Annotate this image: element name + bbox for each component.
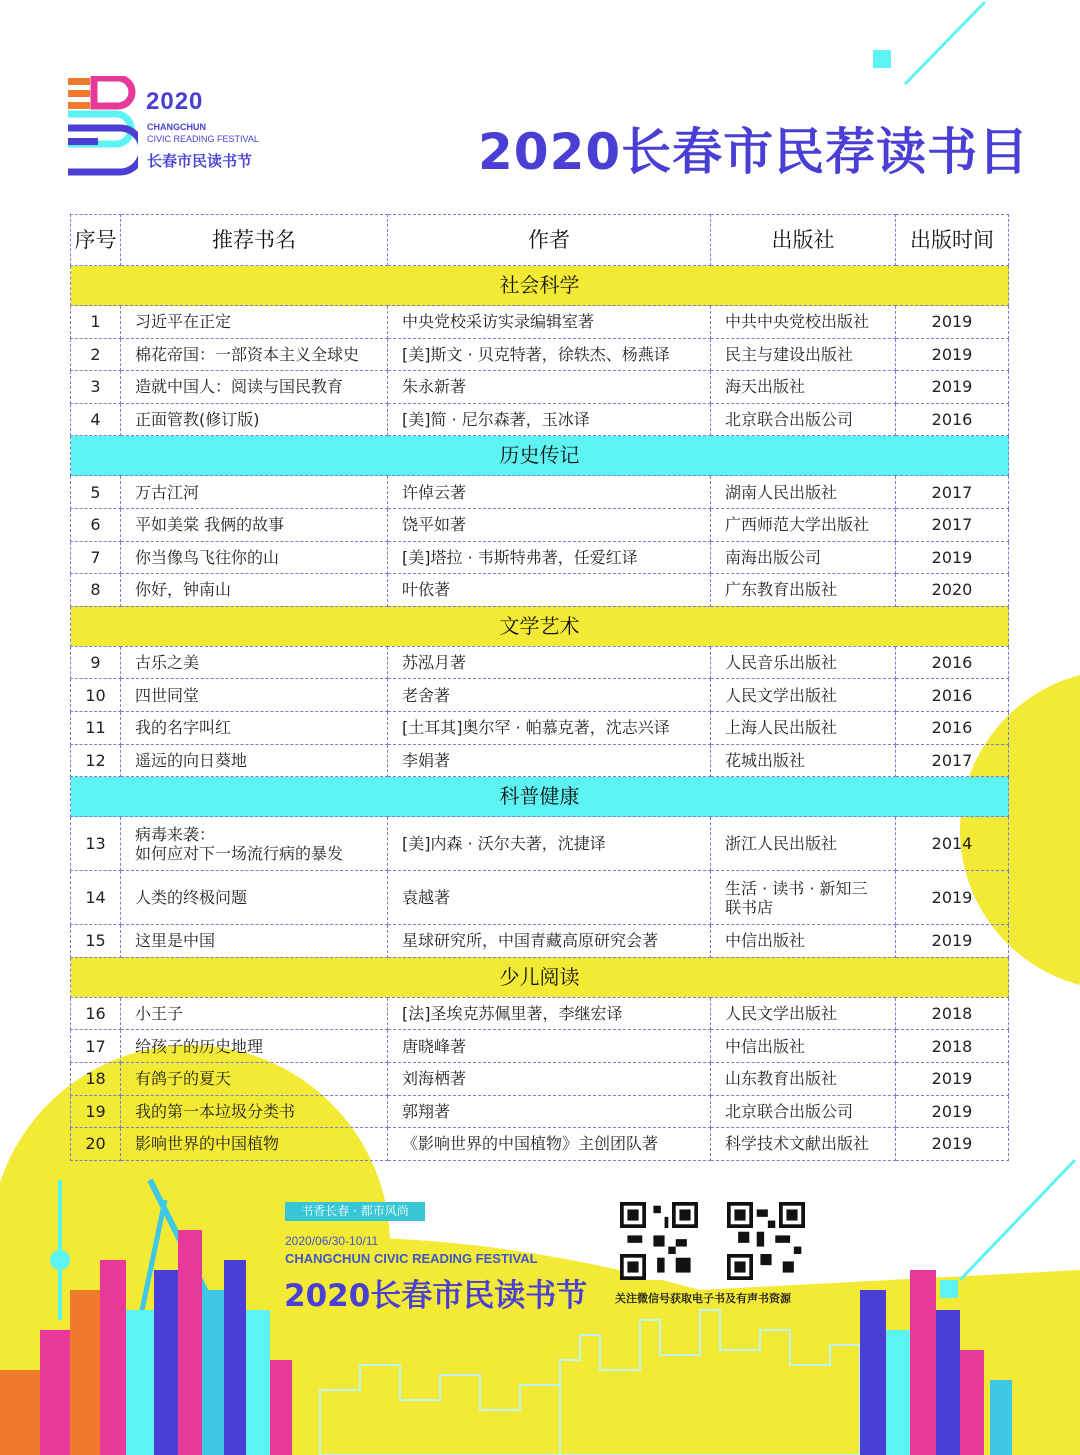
book-year xyxy=(896,744,1009,777)
book-number-text: 3 xyxy=(90,377,101,397)
book-title-text: 有鸽子的夏天 xyxy=(135,1069,232,1089)
qr-code-icon[interactable] xyxy=(727,1202,805,1280)
table-row xyxy=(71,574,1009,607)
book-number xyxy=(71,711,121,744)
book-number xyxy=(71,925,121,958)
book-title-text: 棉花帝国：一部资本主义全球史 xyxy=(135,344,360,364)
book-list-table xyxy=(70,214,1009,1161)
book-author xyxy=(388,476,711,509)
book-title-text: 正面管教(修订版) xyxy=(135,410,260,430)
book-title xyxy=(121,476,388,509)
book-publisher xyxy=(711,476,896,509)
book-title xyxy=(121,306,388,339)
book-title-text: 平如美棠 我俩的故事 xyxy=(135,515,285,535)
book-title-text: 我的第一本垃圾分类书 xyxy=(135,1101,296,1121)
header-title: 推荐书名 xyxy=(121,215,388,266)
book-title xyxy=(121,871,388,925)
book-author-text: [美]内森 · 沃尔夫著，沈捷译 xyxy=(402,834,606,854)
logo-english-line1: CHANGCHUN xyxy=(147,122,206,132)
book-year-text: 2019 xyxy=(931,1101,973,1121)
book-author xyxy=(388,508,711,541)
book-year xyxy=(896,1030,1009,1063)
qr-code-icon[interactable] xyxy=(620,1202,698,1280)
book-publisher xyxy=(711,1030,896,1063)
book-author xyxy=(388,541,711,574)
book-publisher xyxy=(711,997,896,1030)
book-publisher-text: 广东教育出版社 xyxy=(725,580,838,600)
book-title xyxy=(121,541,388,574)
book-year-text: 2016 xyxy=(931,653,973,673)
book-number-text: 5 xyxy=(90,482,101,502)
book-author-text: 袁越著 xyxy=(402,888,451,908)
book-number xyxy=(71,508,121,541)
table-row xyxy=(71,403,1009,436)
book-number-text: 8 xyxy=(90,580,101,600)
table-row xyxy=(71,817,1009,871)
book-title-text: 你当像鸟飞往你的山 xyxy=(135,547,280,567)
header-author: 作者 xyxy=(388,215,711,266)
logo-year: 2020 xyxy=(146,88,204,115)
book-year xyxy=(896,1128,1009,1161)
book-year xyxy=(896,306,1009,339)
section-header-row xyxy=(71,266,1009,306)
book-author-text: 《影响世界的中国植物》主创团队著 xyxy=(402,1134,659,1154)
book-title-text: 影响世界的中国植物 xyxy=(135,1134,280,1154)
table-row xyxy=(71,646,1009,679)
book-title xyxy=(121,1030,388,1063)
book-title xyxy=(121,338,388,371)
book-author xyxy=(388,1062,711,1095)
book-number-text: 2 xyxy=(90,344,101,364)
book-author xyxy=(388,871,711,925)
book-publisher-text: 花城出版社 xyxy=(725,750,806,770)
book-author xyxy=(388,817,711,871)
festival-logo-icon xyxy=(68,76,138,176)
book-author-text: 许倬云著 xyxy=(402,482,467,502)
book-author-text: 李娟著 xyxy=(402,750,451,770)
book-year xyxy=(896,476,1009,509)
book-publisher-text: 科学技术文献出版社 xyxy=(725,1134,870,1154)
book-title xyxy=(121,1095,388,1128)
book-publisher-text: 上海人民出版社 xyxy=(725,718,838,738)
book-number xyxy=(71,744,121,777)
book-year xyxy=(896,338,1009,371)
qr-code-caption: 关注微信号获取电子书及有声书资源 xyxy=(615,1292,791,1305)
book-author-text: 刘海栖著 xyxy=(402,1069,467,1089)
book-year xyxy=(896,925,1009,958)
book-author-text: 老舍著 xyxy=(402,685,451,705)
book-author-text: 郭翔著 xyxy=(402,1101,451,1121)
section-header-row xyxy=(71,957,1009,997)
section-title: 文学艺术 xyxy=(71,606,1009,646)
book-title xyxy=(121,1128,388,1161)
table-row xyxy=(71,476,1009,509)
book-year-text: 2019 xyxy=(931,547,973,567)
page-title: 2020长春市民荐读书目 xyxy=(478,123,1030,181)
book-title-text: 人类的终极问题 xyxy=(135,888,248,908)
book-author-text: [法]圣埃克苏佩里著，李继宏译 xyxy=(402,1004,623,1024)
footer-english-name: CHANGCHUN CIVIC READING FESTIVAL xyxy=(285,1251,538,1266)
book-author xyxy=(388,997,711,1030)
table-row xyxy=(71,997,1009,1030)
book-number xyxy=(71,1128,121,1161)
book-title-text: 我的名字叫红 xyxy=(135,718,232,738)
book-author xyxy=(388,338,711,371)
book-author xyxy=(388,1030,711,1063)
table-row xyxy=(71,306,1009,339)
book-author-text: 星球研究所，中国青藏高原研究会著 xyxy=(402,931,659,951)
table-row xyxy=(71,744,1009,777)
book-title xyxy=(121,508,388,541)
book-number-text: 17 xyxy=(85,1036,106,1056)
book-publisher-text: 人民文学出版社 xyxy=(725,1004,838,1024)
book-number xyxy=(71,541,121,574)
header-year: 出版时间 xyxy=(896,215,1009,266)
book-number-text: 1 xyxy=(90,312,101,332)
book-number xyxy=(71,1095,121,1128)
book-year-text: 2016 xyxy=(931,410,973,430)
table-row xyxy=(71,1095,1009,1128)
book-number-text: 20 xyxy=(85,1134,106,1154)
table-header-row xyxy=(71,215,1009,266)
table-row xyxy=(71,508,1009,541)
book-title xyxy=(121,679,388,712)
book-title xyxy=(121,371,388,404)
book-title-text: 万古江河 xyxy=(135,482,200,502)
book-title xyxy=(121,997,388,1030)
book-year-text: 2019 xyxy=(931,1069,973,1089)
book-year-text: 2019 xyxy=(931,888,973,908)
book-author xyxy=(388,306,711,339)
book-author-text: 中央党校采访实录编辑室著 xyxy=(402,312,595,332)
book-number-text: 15 xyxy=(85,931,106,951)
section-header-row xyxy=(71,436,1009,476)
section-header-row xyxy=(71,606,1009,646)
book-number xyxy=(71,997,121,1030)
book-year xyxy=(896,711,1009,744)
book-title-text: 遥远的向日葵地 xyxy=(135,750,248,770)
book-publisher-text: 人民音乐出版社 xyxy=(725,653,838,673)
book-number-text: 4 xyxy=(90,410,101,430)
book-author-text: [美]塔拉 · 韦斯特弗著，任爱红译 xyxy=(402,547,638,567)
table-row xyxy=(71,371,1009,404)
book-year-text: 2014 xyxy=(931,834,973,854)
book-year-text: 2017 xyxy=(931,515,973,535)
book-publisher-text: 湖南人民出版社 xyxy=(725,482,838,502)
book-publisher-text: 生活 · 读书 · 新知三 xyxy=(725,878,868,898)
table-row xyxy=(71,1062,1009,1095)
table-row xyxy=(71,1030,1009,1063)
book-author xyxy=(388,1095,711,1128)
book-year xyxy=(896,997,1009,1030)
book-title xyxy=(121,646,388,679)
book-title xyxy=(121,744,388,777)
book-publisher-text: 中信出版社 xyxy=(725,1036,806,1056)
book-year-text: 2018 xyxy=(931,1036,973,1056)
book-publisher xyxy=(711,338,896,371)
logo-chinese-name: 长春市民读书节 xyxy=(147,152,253,170)
book-year xyxy=(896,541,1009,574)
book-author xyxy=(388,744,711,777)
book-publisher xyxy=(711,541,896,574)
book-number xyxy=(71,871,121,925)
book-title-text: 造就中国人：阅读与国民教育 xyxy=(135,377,344,397)
book-publisher-text: 广西师范大学出版社 xyxy=(725,515,870,535)
table-row xyxy=(71,541,1009,574)
book-number-text: 7 xyxy=(90,547,101,567)
book-publisher xyxy=(711,925,896,958)
book-publisher xyxy=(711,1095,896,1128)
book-title xyxy=(121,403,388,436)
book-year-text: 2017 xyxy=(931,750,973,770)
book-year-text: 2019 xyxy=(931,344,973,364)
book-year xyxy=(896,403,1009,436)
book-publisher-text: 北京联合出版公司 xyxy=(725,1101,854,1121)
book-number-text: 12 xyxy=(85,750,106,770)
footer-festival-title: 2020长春市民读书节 xyxy=(284,1278,588,1314)
book-publisher-text: 人民文学出版社 xyxy=(725,685,838,705)
section-title: 社会科学 xyxy=(71,266,1009,306)
book-title xyxy=(121,1062,388,1095)
book-author-text: 朱永新著 xyxy=(402,377,467,397)
book-number-text: 16 xyxy=(85,1004,106,1024)
book-author xyxy=(388,711,711,744)
book-number xyxy=(71,817,121,871)
book-year-text: 2020 xyxy=(931,580,973,600)
book-number-text: 6 xyxy=(90,515,101,535)
book-year xyxy=(896,574,1009,607)
book-number-text: 13 xyxy=(85,834,106,854)
book-number-text: 11 xyxy=(85,718,106,738)
book-publisher xyxy=(711,1062,896,1095)
book-title xyxy=(121,711,388,744)
book-publisher-text: 海天出版社 xyxy=(725,377,806,397)
table-row xyxy=(71,925,1009,958)
book-author-text: 苏泓月著 xyxy=(402,653,467,673)
book-year xyxy=(896,646,1009,679)
book-publisher xyxy=(711,871,896,925)
book-year-text: 2017 xyxy=(931,482,973,502)
book-publisher xyxy=(711,744,896,777)
book-number-text: 18 xyxy=(85,1069,106,1089)
book-year-text: 2019 xyxy=(931,931,973,951)
book-publisher xyxy=(711,711,896,744)
book-author xyxy=(388,574,711,607)
book-year-text: 2019 xyxy=(931,377,973,397)
section-title: 历史传记 xyxy=(71,436,1009,476)
book-publisher-text: 中信出版社 xyxy=(725,931,806,951)
book-publisher xyxy=(711,679,896,712)
book-number-text: 10 xyxy=(85,685,106,705)
book-publisher xyxy=(711,508,896,541)
book-year xyxy=(896,1095,1009,1128)
book-publisher-text: 北京联合出版公司 xyxy=(725,410,854,430)
book-author-text: 叶依著 xyxy=(402,580,451,600)
book-author-text: 饶平如著 xyxy=(402,515,467,535)
section-header-row xyxy=(71,777,1009,817)
book-number-text: 14 xyxy=(85,888,106,908)
book-number xyxy=(71,1030,121,1063)
section-title: 少儿阅读 xyxy=(71,957,1009,997)
book-number xyxy=(71,403,121,436)
book-author xyxy=(388,403,711,436)
book-year-text: 2016 xyxy=(931,718,973,738)
book-title-text: 如何应对下一场流行病的暴发 xyxy=(135,843,344,863)
book-author-text: 唐晓峰著 xyxy=(402,1036,467,1056)
table-row xyxy=(71,679,1009,712)
footer-slogan: 书香长春 · 都市风尚 xyxy=(285,1202,425,1221)
book-title-text: 给孩子的历史地理 xyxy=(135,1036,264,1056)
book-author-text: [美]斯文 · 贝克特著，徐轶杰、杨燕译 xyxy=(402,344,670,364)
book-title-text: 你好，钟南山 xyxy=(135,580,232,600)
table-row xyxy=(71,711,1009,744)
book-publisher-text: 中共中央党校出版社 xyxy=(725,312,870,332)
book-publisher-text: 山东教育出版社 xyxy=(725,1069,838,1089)
book-number xyxy=(71,646,121,679)
book-number xyxy=(71,574,121,607)
book-author xyxy=(388,679,711,712)
book-title-text: 习近平在正定 xyxy=(135,312,232,332)
book-year xyxy=(896,371,1009,404)
book-number xyxy=(71,371,121,404)
book-year-text: 2019 xyxy=(931,1134,973,1154)
book-author xyxy=(388,1128,711,1161)
book-title-text: 小王子 xyxy=(135,1004,184,1024)
book-title xyxy=(121,817,388,871)
book-publisher xyxy=(711,371,896,404)
table-row xyxy=(71,871,1009,925)
table-row xyxy=(71,1128,1009,1161)
book-year-text: 2019 xyxy=(931,312,973,332)
book-author xyxy=(388,925,711,958)
book-publisher xyxy=(711,1128,896,1161)
book-publisher xyxy=(711,646,896,679)
book-publisher xyxy=(711,817,896,871)
book-year xyxy=(896,679,1009,712)
book-number xyxy=(71,1062,121,1095)
book-publisher-text: 民主与建设出版社 xyxy=(725,344,854,364)
book-author xyxy=(388,646,711,679)
book-year xyxy=(896,817,1009,871)
book-number xyxy=(71,306,121,339)
section-title: 科普健康 xyxy=(71,777,1009,817)
book-title xyxy=(121,925,388,958)
book-number xyxy=(71,338,121,371)
book-publisher xyxy=(711,306,896,339)
header-publisher: 出版社 xyxy=(711,215,896,266)
book-title-text: 病毒来袭： xyxy=(135,824,216,844)
book-publisher-text: 南海出版公司 xyxy=(725,547,822,567)
book-publisher xyxy=(711,403,896,436)
book-title-text: 这里是中国 xyxy=(135,931,216,951)
book-number-text: 19 xyxy=(85,1101,106,1121)
table-row xyxy=(71,338,1009,371)
book-number-text: 9 xyxy=(90,653,101,673)
book-number xyxy=(71,476,121,509)
book-author-text: [土耳其]奥尔罕 · 帕慕克著，沈志兴译 xyxy=(402,718,670,738)
book-year-text: 2016 xyxy=(931,685,973,705)
book-title xyxy=(121,574,388,607)
book-author xyxy=(388,371,711,404)
book-publisher xyxy=(711,574,896,607)
footer-date: 2020/06/30-10/11 xyxy=(285,1234,379,1248)
book-year-text: 2018 xyxy=(931,1004,973,1024)
logo-english-line2: CIVIC READING FESTIVAL xyxy=(147,134,259,144)
book-publisher-text: 联书店 xyxy=(725,897,774,917)
book-title-text: 古乐之美 xyxy=(135,653,200,673)
book-year xyxy=(896,1062,1009,1095)
book-year xyxy=(896,508,1009,541)
book-author-text: [美]简 · 尼尔森著，玉冰译 xyxy=(402,410,590,430)
header-number: 序号 xyxy=(71,215,121,266)
book-number xyxy=(71,679,121,712)
book-year xyxy=(896,871,1009,925)
book-publisher-text: 浙江人民出版社 xyxy=(725,834,838,854)
book-title-text: 四世同堂 xyxy=(135,685,200,705)
